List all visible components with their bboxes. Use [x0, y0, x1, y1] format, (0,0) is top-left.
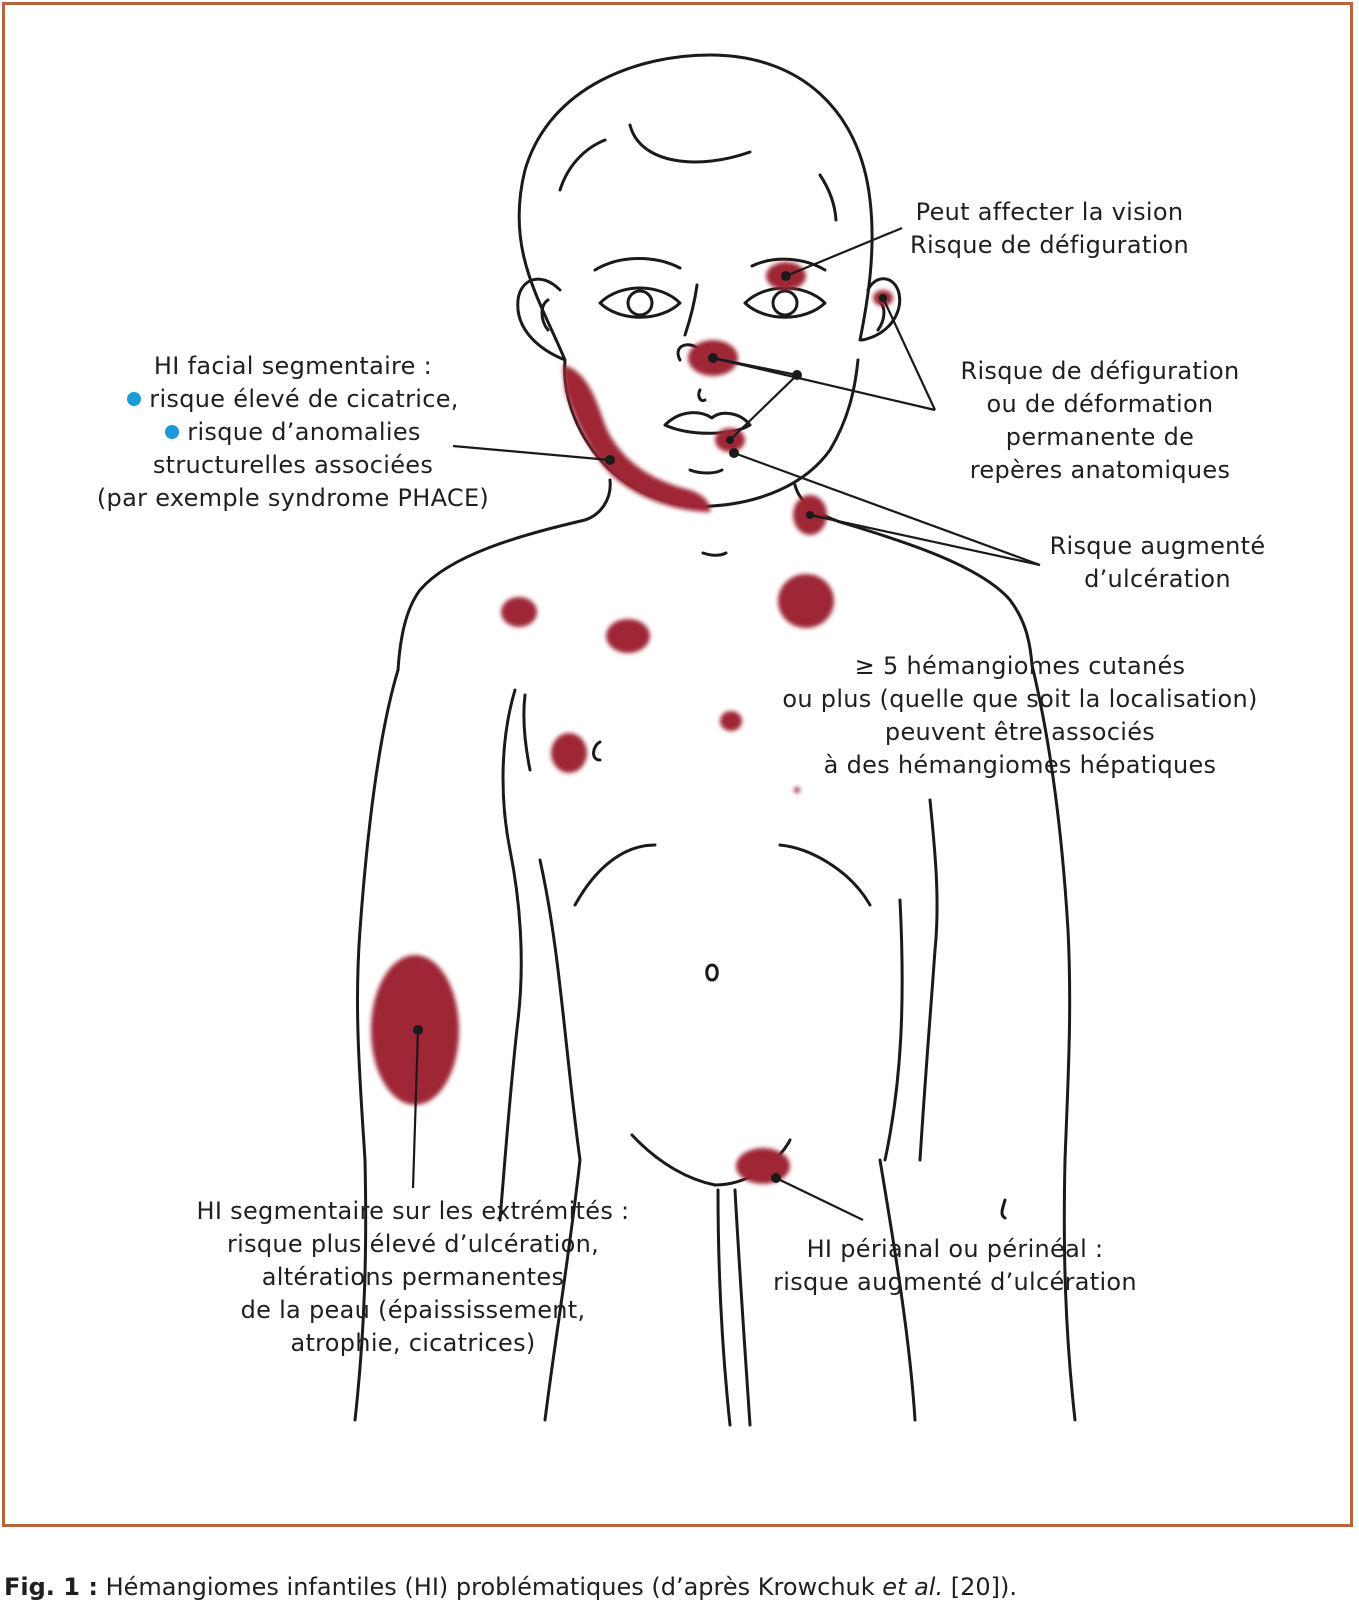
chest-hemangioma-3 [778, 574, 834, 628]
chest-hemangioma-2 [606, 619, 650, 653]
extremity-label: HI segmentaire sur les extrémités : risque plus élevé d’ulcération, altérations permanentes de la peau (épaississement, atrophie, cicatrices) [196, 1197, 630, 1357]
chest-hemangioma-5 [720, 711, 742, 731]
eye-label: Peut affecter la vision Risque de défiguration [910, 198, 1190, 259]
facial-segmental-label: HI facial segmentaire : risque élevé de cicatrice, risque d’anomalies structurelles associées (par exemple syndrome PHACE) [96, 352, 490, 512]
navel [707, 965, 718, 980]
caption-prefix: Fig. 1 : [4, 1573, 98, 1601]
figure-caption [4, 1573, 1017, 1601]
chest-hemangioma-6 [794, 787, 800, 793]
right-ear [862, 279, 900, 340]
bullet-icon [165, 425, 179, 439]
chest-hemangioma-1 [501, 597, 537, 627]
head-outline [519, 55, 872, 360]
bullet-icon [127, 392, 141, 406]
perianal-label: HI périanal ou périnéal : risque augmenté d’ulcération [773, 1235, 1137, 1296]
multiple-hemangiomas-label: ≥ 5 hémangiomes cutanés ou plus (quelle que soit la localisation) peuvent être associés à des hémangiomes hépatiques [782, 652, 1258, 779]
ulceration-label: Risque augmenté d’ulcération [1049, 532, 1266, 593]
caption-suffix: [20]). [943, 1573, 1017, 1601]
deformation-label: Risque de défiguration ou de déformation permanente de repères anatomiques [960, 357, 1240, 484]
caption-text: Hémangiomes infantiles (HI) problématiques (d’après Krowchuk [97, 1573, 883, 1601]
caption-italic: et al. [882, 1573, 944, 1601]
perianal-hemangioma [736, 1148, 790, 1184]
chest-hemangioma-4 [551, 733, 587, 773]
